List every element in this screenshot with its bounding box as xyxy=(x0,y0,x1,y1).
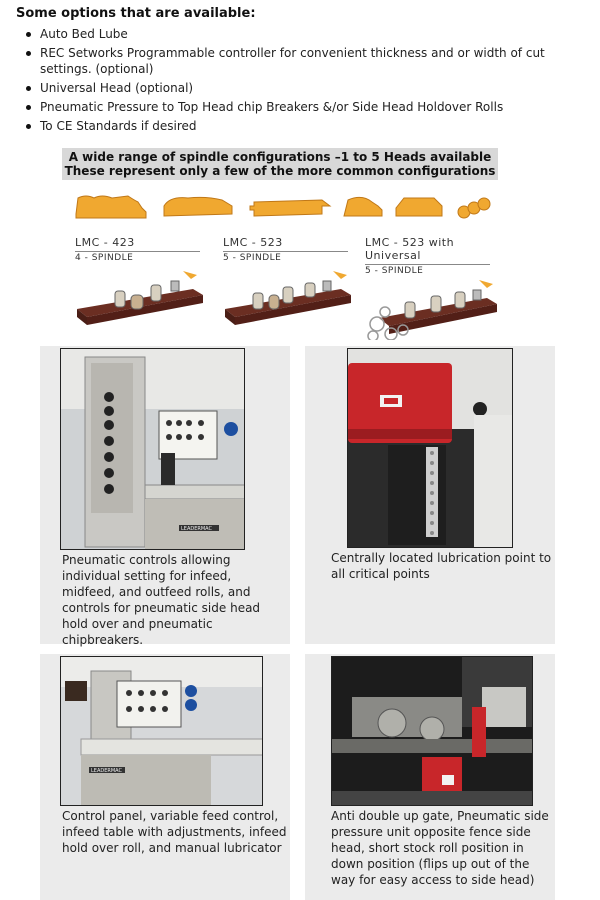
feature-card-lubrication xyxy=(305,346,555,644)
crown-molding-profile xyxy=(76,196,146,218)
bullet-icon xyxy=(26,32,31,37)
lubrication-point-photo xyxy=(347,348,513,548)
model-name: LMC - 523 xyxy=(223,236,283,249)
lube-fittings xyxy=(430,451,434,535)
options-title: Some options that are available: xyxy=(16,6,256,21)
feature-card-pneumatic-controls xyxy=(40,346,290,647)
banner-line-2: These represent only a few of the more common configurations xyxy=(64,164,496,178)
spindle-banner xyxy=(62,148,498,180)
model-name: LMC - 523 with Universal xyxy=(365,236,455,262)
card-caption: Anti double up gate, Pneumatic side pressure unit opposite fence side head, short stock roll position in down position (flips up out of the way for easy access to side head) xyxy=(331,809,549,887)
list-item: Universal Head (optional) xyxy=(26,80,586,96)
bullet-icon xyxy=(26,105,31,110)
feature-card-control-panel xyxy=(40,654,290,900)
tongue-groove-profile xyxy=(250,200,330,216)
spindle-layout-diagram xyxy=(75,265,215,327)
model-diagrams xyxy=(60,236,510,326)
feature-card-anti-double-up xyxy=(305,654,555,900)
brand-plate: LEADERMAC xyxy=(91,768,122,774)
card-caption: Control panel, variable feed control, infeed table with adjustments, infeed hold over roll, and manual lubricator xyxy=(62,809,287,855)
options-list xyxy=(26,26,586,134)
control-panel-photo xyxy=(60,656,263,806)
dowel-profile xyxy=(458,198,490,218)
bullet-icon xyxy=(26,51,31,56)
bullet-icon xyxy=(26,124,31,129)
divider xyxy=(365,264,490,265)
list-item: Auto Bed Lube xyxy=(26,26,326,42)
spindle-configurations xyxy=(60,148,510,328)
divider xyxy=(75,251,200,252)
spindle-layout-diagram xyxy=(365,278,505,340)
anti-double-up-gate-photo xyxy=(331,656,533,806)
model-name: LMC - 423 xyxy=(75,236,135,249)
brand-plate: LEADERMAC xyxy=(181,526,212,532)
banner-line-1: A wide range of spindle configurations –1 to 5 Heads available xyxy=(68,150,492,164)
pneumatic-controls-photo xyxy=(60,348,245,550)
model-lmc-423 xyxy=(75,236,215,327)
list-item: REC Setworks Programmable controller for convenient thickness and or width of cut settings. (optional) xyxy=(26,45,586,77)
bullet-icon xyxy=(26,86,31,91)
spindle-layout-diagram xyxy=(223,265,363,327)
divider xyxy=(223,251,348,252)
options-section xyxy=(16,6,586,137)
list-item: Pneumatic Pressure to Top Head chip Breakers &/or Side Head Holdover Rolls xyxy=(26,99,586,115)
base-molding-profile xyxy=(344,197,382,216)
list-item: To CE Standards if desired xyxy=(26,118,586,134)
model-lmc-523-universal xyxy=(365,236,505,340)
shiplap-profile xyxy=(396,198,442,216)
spindle-count: 5 - SPINDLE xyxy=(223,253,282,263)
molding-profiles xyxy=(72,192,502,222)
card-caption: Pneumatic controls allowing individual setting for infeed, midfeed, and outfeed rolls, and controls for pneumatic side head hold over and pneumatic chipbreakers. xyxy=(62,553,261,647)
model-lmc-523 xyxy=(223,236,363,327)
casing-profile xyxy=(164,197,232,216)
spindle-count: 4 - SPINDLE xyxy=(75,253,134,263)
card-caption: Centrally located lubrication point to all critical points xyxy=(331,551,552,581)
spindle-count: 5 - SPINDLE xyxy=(365,266,424,276)
